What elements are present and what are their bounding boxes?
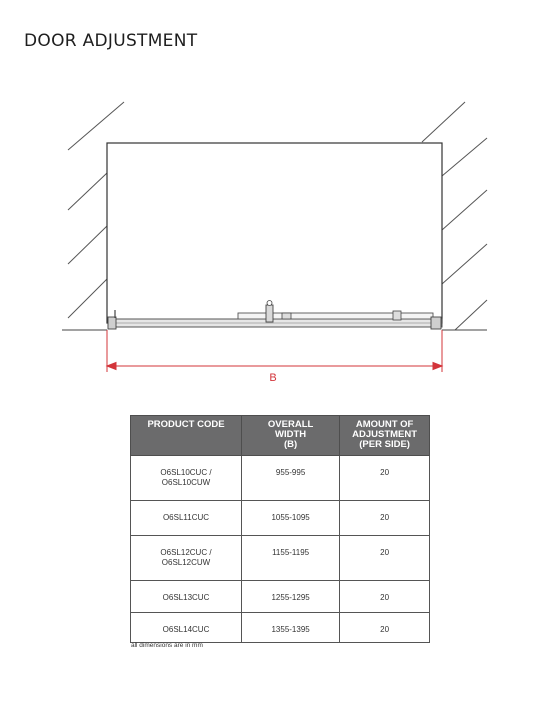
cell-product-code: O6SL10CUC / O6SL10CUW	[131, 456, 242, 501]
wall-profile-left	[108, 317, 116, 329]
cell-width: 1155-1195	[242, 536, 340, 581]
cell-product-code: O6SL11CUC	[131, 501, 242, 536]
table-header-row	[131, 416, 430, 456]
dimension-label-b: B	[269, 372, 277, 384]
table-row	[131, 613, 430, 643]
header-overall-width: OVERALL WIDTH (B)	[242, 416, 340, 456]
cell-adjustment: 20	[340, 581, 430, 613]
cell-adjustment: 20	[340, 501, 430, 536]
table-row	[131, 536, 430, 581]
cell-adjustment: 20	[340, 456, 430, 501]
cell-width: 1255-1295	[242, 581, 340, 613]
cell-adjustment: 20	[340, 536, 430, 581]
cell-product-code: O6SL14CUC	[131, 613, 242, 643]
right-wall-hatching	[422, 102, 487, 330]
footnote: all dimensions are in mm	[131, 642, 203, 649]
door-panels	[108, 301, 442, 330]
cell-width: 1055-1095	[242, 501, 340, 536]
page-title: DOOR ADJUSTMENT	[24, 31, 198, 51]
door-handle	[266, 305, 273, 322]
cell-width: 1355-1395	[242, 613, 340, 643]
left-wall-hatching	[68, 102, 124, 318]
cell-width: 955-995	[242, 456, 340, 501]
table-row	[131, 581, 430, 613]
wall-profile-right	[431, 317, 441, 329]
cell-adjustment: 20	[340, 613, 430, 643]
wall-outline	[107, 143, 442, 323]
roller-right	[393, 311, 401, 320]
table-row	[131, 501, 430, 536]
cell-product-code: O6SL12CUC / O6SL12CUW	[131, 536, 242, 581]
cell-product-code: O6SL13CUC	[131, 581, 242, 613]
dimension-b	[107, 330, 442, 372]
header-product-code: PRODUCT CODE	[131, 416, 242, 456]
table-row	[131, 456, 430, 501]
roller-left	[282, 313, 291, 319]
adjustment-table	[130, 415, 430, 643]
header-adjustment: AMOUNT OF ADJUSTMENT (PER SIDE)	[340, 416, 430, 456]
